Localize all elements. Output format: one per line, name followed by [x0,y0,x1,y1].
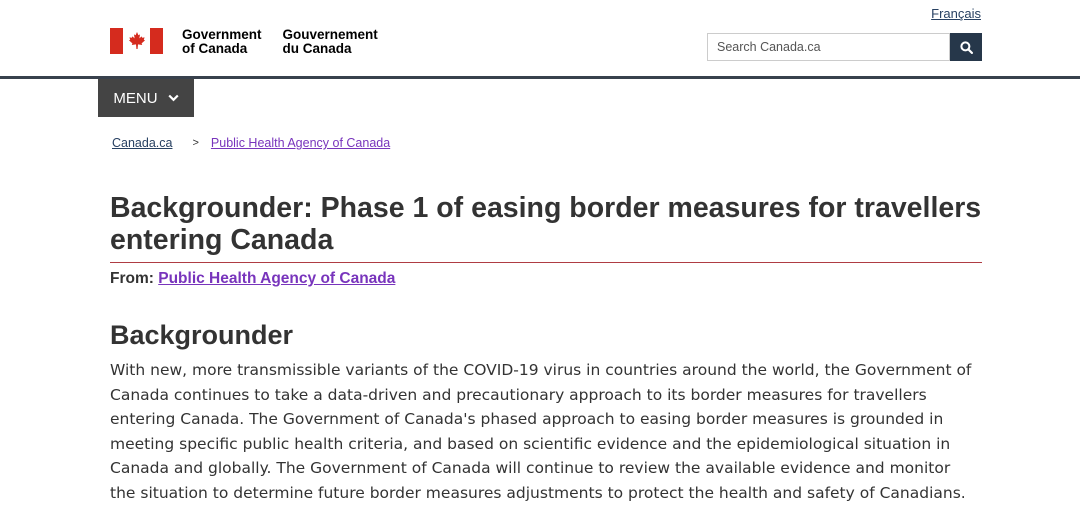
breadcrumb [112,136,390,150]
page-title: Backgrounder: Phase 1 of easing border measures for travellers entering Canada [110,192,982,263]
from-agency-link[interactable]: Public Health Agency of Canada [158,270,396,287]
language-toggle-link[interactable]: Français [931,6,981,21]
breadcrumb-link-phac[interactable]: Public Health Agency of Canada [210,136,391,150]
signature-french [283,28,378,56]
search-input[interactable] [707,33,950,61]
menu-label: MENU [113,89,158,107]
signature-fr-line2: du Canada [282,41,352,56]
site-header [0,0,1080,80]
search-button[interactable] [950,33,982,61]
breadcrumb-link-canada[interactable]: Canada.ca [112,136,173,150]
from-line [110,270,395,288]
signature-fr-line1: Gouvernement [282,27,378,42]
backgrounder-paragraph: With new, more transmissible variants of the COVID-19 virus in countries around the world, the Government of Canada continues to take a data-driven and precautionary approach to its border measures for travellers entering Canada. The Government of Canada's phased approach to easing border measures is grounded in meeting specific public health criteria, and based on scientific evidence and the epidemiological situation in Canada and globally. The Government of Canada will continue to review the available evidence and monitor the situation to determine future border measures adjustments to protect the health and safety of Canadians. [110,361,972,502]
signature-english [182,28,262,56]
search-icon [960,41,973,54]
breadcrumb-separator: > [192,137,199,149]
canada-flag-icon [110,28,163,54]
signature-en-line2: of Canada [182,41,248,56]
section-heading: Backgrounder [110,320,294,350]
menu-button[interactable] [98,79,194,117]
government-signature[interactable] [110,28,378,56]
search-form [707,33,982,61]
chevron-down-icon [168,94,179,102]
signature-en-line1: Government [182,27,262,42]
from-label: From: [110,270,154,287]
